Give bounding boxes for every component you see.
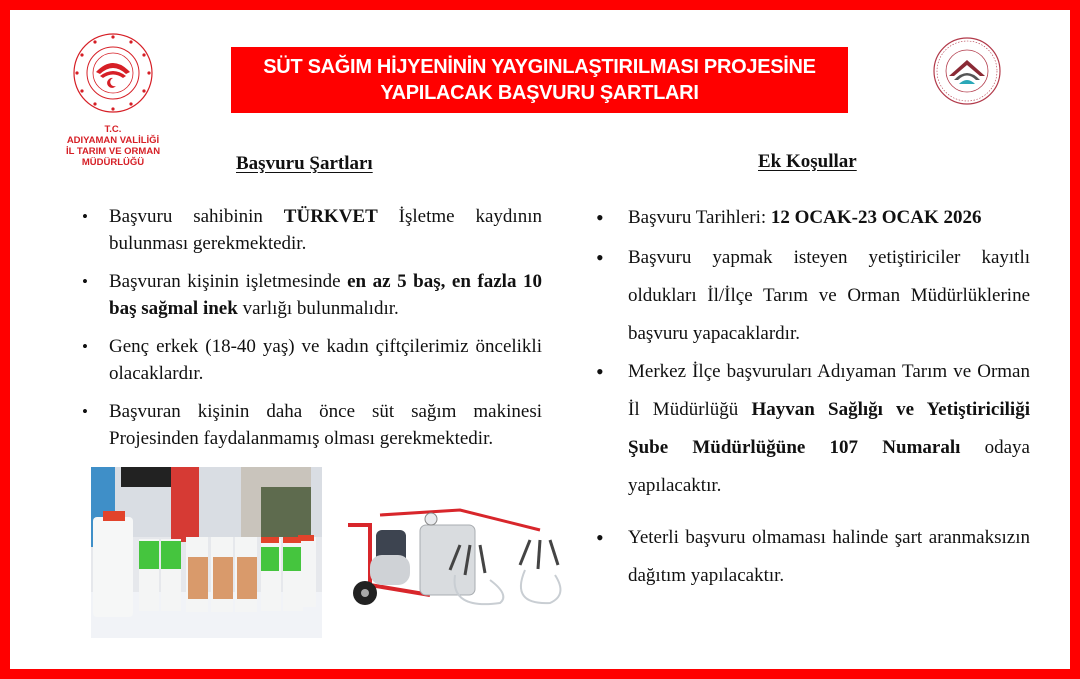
bullet-icon: • xyxy=(596,525,604,550)
adiyaman-governorship-seal-icon xyxy=(932,36,1002,106)
milking-machine-photo xyxy=(340,485,568,610)
requirements-list xyxy=(82,203,542,463)
list-item: • Başvuru yapmak isteyen yetiştiriciler kayıtlı oldukları İl/İlçe Tarım ve Orman Müdürlüklerine başvuru yapacaklardır. xyxy=(594,239,1030,353)
additional-conditions-list xyxy=(594,203,1030,595)
list-item: • Genç erkek (18-40 yaş) ve kadın çiftçilerimiz öncelikli olacaklardır. xyxy=(82,333,542,387)
bullet-icon: • xyxy=(596,245,604,270)
bullet-icon: • xyxy=(82,337,88,356)
bullet-icon: • xyxy=(82,272,88,291)
page-title xyxy=(231,47,848,113)
ministry-seal-icon xyxy=(72,32,154,114)
bullet-icon: • xyxy=(82,402,88,421)
org-line-directorate: İL TARIM VE ORMAN xyxy=(65,146,161,157)
org-line-mudurlugu: MÜDÜRLÜĞÜ xyxy=(81,157,145,168)
title-line-1: SÜT SAĞIM HİJYENİNİN YAYGINLAŞTIRILMASI PROJESİNE xyxy=(263,56,816,78)
list-item: • Başvuru sahibinin TÜRKVET İşletme kaydının bulunması gerekmektedir. xyxy=(82,203,542,257)
organization-name xyxy=(50,124,176,168)
bullet-icon: • xyxy=(596,359,604,384)
list-item: • Merkez İlçe başvuruları Adıyaman Tarım ve Orman İl Müdürlüğü Hayvan Sağlığı ve Yetiştiriciliği Şube Müdürlüğüne 107 Numaralı odaya yapılacaktır. xyxy=(594,353,1030,505)
list-item: • Başvuran kişinin işletmesinde en az 5 baş, en fazla 10 baş sağmal inek varlığı bulunmalıdır. xyxy=(82,268,542,322)
list-item: • Yeterli başvuru olmaması halinde şart aranmaksızın dağıtım yapılacaktır. xyxy=(594,519,1030,595)
bullet-icon: • xyxy=(82,207,88,226)
list-item: • Başvuru Tarihleri: 12 OCAK-23 OCAK 2026 xyxy=(594,203,1030,233)
org-line-tc: T.C. xyxy=(104,124,122,135)
heading-application-requirements: Başvuru Şartları xyxy=(236,153,373,174)
org-line-governorship: ADIYAMAN VALİLİĞİ xyxy=(66,135,160,146)
hygiene-products-photo xyxy=(91,467,322,638)
list-item: • Başvuran kişinin daha önce süt sağım makinesi Projesinden faydalanmamış olması gerekmektedir. xyxy=(82,398,542,452)
heading-additional-conditions: Ek Koşullar xyxy=(758,151,857,172)
title-line-2: YAPILACAK BAŞVURU ŞARTLARI xyxy=(380,82,699,104)
bullet-icon: • xyxy=(596,205,604,230)
